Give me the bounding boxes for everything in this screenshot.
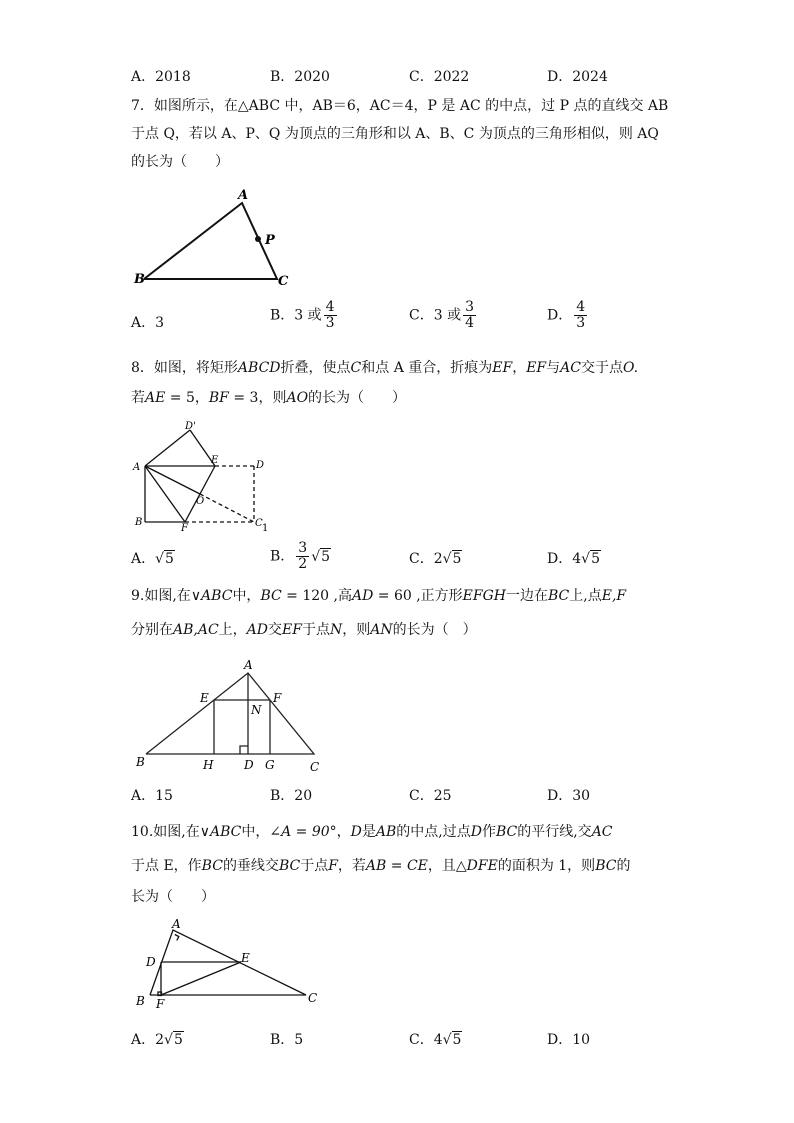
q9-var: AN xyxy=(370,622,393,638)
q8-text: = 3，则 xyxy=(228,390,287,406)
q8-label-d-prime: D' xyxy=(185,421,196,432)
q6-option-d: D．2024 xyxy=(547,69,608,85)
q9-var: AB,AC xyxy=(173,622,219,638)
q10-var: AB xyxy=(375,824,397,840)
q10-label-c: C xyxy=(308,991,318,1005)
q9-text: 交 xyxy=(268,622,283,638)
q7-option-c xyxy=(409,300,478,331)
q10-text: ，若 xyxy=(337,858,366,874)
q9-text: = 120 ,高 xyxy=(281,588,352,604)
q7-option-d-num: 4 xyxy=(576,299,586,315)
q7-option-b xyxy=(270,300,339,331)
q10-option-c-radicand: 5 xyxy=(452,1032,462,1048)
q7-stem-line2: 于点 Q，若以 A、P、Q 为顶点的三角形和以 A、B、C 为顶点的三角形相似，则 AQ xyxy=(131,126,659,142)
q8-text: 若 xyxy=(131,390,145,406)
q8-var: AO xyxy=(286,390,309,406)
q7-option-c-prefix: C．3 或 xyxy=(409,307,462,324)
q7-label-a: A xyxy=(238,188,249,203)
q10-var: ∠A = 90° xyxy=(269,824,337,840)
q8-text: = 5， xyxy=(165,390,209,406)
q10-text: 于点 xyxy=(300,858,329,874)
q10-var: AC xyxy=(591,824,613,840)
q6-option-c: C．2022 xyxy=(409,69,470,85)
q8-text: ， xyxy=(512,360,527,376)
q8-label-f: F xyxy=(181,523,188,533)
q9-label-b: B xyxy=(136,755,145,769)
q9-var: BC xyxy=(260,588,282,604)
q8-var: ABCD xyxy=(237,360,281,376)
q9-var: BC xyxy=(548,588,570,604)
q9-label-n: N xyxy=(251,703,262,717)
q8-rectangle-figure xyxy=(128,418,278,533)
q10-label-e: E xyxy=(241,951,250,965)
q8-stem-line2 xyxy=(131,384,406,412)
q9-text: 分别在 xyxy=(131,622,173,638)
q7-option-b-fraction xyxy=(324,300,337,331)
q10-option-a-prefix: A．2 xyxy=(131,1032,165,1048)
q8-option-b-radicand: 5 xyxy=(321,548,331,565)
q8-option-a-prefix: A． xyxy=(131,551,156,567)
q9-var: EF xyxy=(282,622,302,638)
q9-text: 中， xyxy=(232,588,261,604)
q9-option-a: A．15 xyxy=(131,788,173,804)
q7-option-d-den: 3 xyxy=(576,315,586,331)
q10-option-c-sqrt: √5 xyxy=(442,1032,462,1048)
q7-option-b-num: 4 xyxy=(325,299,335,315)
q8-label-one: 1 xyxy=(262,523,269,533)
q10-var: BC xyxy=(201,858,223,874)
q8-label-b: B xyxy=(135,517,143,528)
q10-var: AB = CE xyxy=(365,858,428,874)
q9-label-d: D xyxy=(244,758,254,772)
q7-option-c-fraction xyxy=(463,300,476,331)
q7-label-c: C xyxy=(278,274,289,289)
q10-text: ，且 xyxy=(427,858,456,874)
q10-label-d: D xyxy=(146,955,156,969)
q8-label-d: D xyxy=(256,460,265,471)
q8-text: 和点 A 重合，折痕为 xyxy=(361,360,493,376)
q8-var: O. xyxy=(622,360,639,376)
q7-label-b: B xyxy=(134,272,145,287)
q8-option-c-prefix: C．2 xyxy=(409,551,443,567)
q8-text: 8．如图，将矩形 xyxy=(131,360,238,376)
q9-option-b: B．20 xyxy=(270,788,313,804)
q9-option-c: C．25 xyxy=(409,788,452,804)
q7-option-a: A．3 xyxy=(131,315,165,331)
q10-label-a: A xyxy=(172,917,181,931)
q7-option-b-prefix: B．3 或 xyxy=(270,307,322,324)
q9-label-e: E xyxy=(200,691,209,705)
q10-var: BC xyxy=(278,858,301,874)
q8-text: 与 xyxy=(546,360,561,376)
q9-var: EFGH xyxy=(462,588,506,604)
q10-option-a-radicand: 5 xyxy=(173,1032,183,1048)
q10-text: ， xyxy=(336,824,351,840)
q9-stem-line1 xyxy=(131,582,626,610)
q10-var: ∨ABC xyxy=(199,824,242,840)
q9-text: 9.如图,在 xyxy=(131,588,191,604)
q8-text: 的长为（ ） xyxy=(308,390,407,406)
q8-label-c: C xyxy=(255,518,263,529)
q6-option-a: A．2018 xyxy=(131,69,191,85)
q9-label-f: F xyxy=(273,691,282,705)
q8-option-a-sqrt: √5 xyxy=(155,551,174,567)
q8-option-b-num: 3 xyxy=(298,540,308,556)
q9-label-g: G xyxy=(265,758,275,772)
q7-point-p xyxy=(255,236,261,242)
q9-text: 上， xyxy=(218,622,247,638)
q10-label-f: F xyxy=(156,997,165,1011)
q8-label-o: O xyxy=(196,496,205,507)
q9-var: AD xyxy=(351,588,374,604)
q8-text: 折叠，使点 xyxy=(280,360,351,376)
q8-var: AC xyxy=(560,360,581,376)
q10-text: 的垂线交 xyxy=(222,858,279,874)
q10-text: 的面积为 1，则 xyxy=(497,858,596,874)
q9-text: 于点 xyxy=(301,622,330,638)
q10-text: 的平行线,交 xyxy=(517,824,592,840)
q8-var: EF xyxy=(526,360,547,376)
q10-text: 是 xyxy=(361,824,376,840)
q7-option-d-prefix: D． xyxy=(547,307,573,324)
q8-option-b xyxy=(270,541,331,572)
q8-option-b-fraction xyxy=(296,541,309,572)
q10-var: D xyxy=(470,824,482,840)
q10-var: F xyxy=(328,858,338,874)
q7-option-d-fraction xyxy=(574,300,587,331)
q8-option-d-prefix: D．4 xyxy=(547,551,582,567)
q7-option-c-den: 4 xyxy=(465,315,474,331)
q9-label-h: H xyxy=(203,758,214,772)
q10-option-c xyxy=(409,1029,462,1049)
q10-option-a xyxy=(131,1029,184,1049)
q9-label-a: A xyxy=(244,658,253,672)
q10-text: 中， xyxy=(241,824,270,840)
q10-stem-line2 xyxy=(131,852,630,880)
q8-option-c xyxy=(409,548,462,568)
q10-option-a-sqrt: √5 xyxy=(164,1032,183,1048)
q10-triangle-figure xyxy=(130,915,330,1015)
q9-option-d: D．30 xyxy=(547,788,591,804)
q8-var: BF xyxy=(208,390,229,406)
q8-option-a xyxy=(131,548,175,568)
q8-option-b-sqrt: √5 xyxy=(311,548,331,565)
q8-text: 交于点 xyxy=(580,360,623,376)
q10-text: 的 xyxy=(616,858,631,874)
q8-option-c-radicand: 5 xyxy=(452,551,462,567)
q9-var: ∨ABC xyxy=(190,588,233,604)
q9-var: E,F xyxy=(601,588,627,604)
q10-option-d: D．10 xyxy=(547,1032,591,1048)
q8-var: EF xyxy=(492,360,513,376)
q10-var: D xyxy=(350,824,362,840)
q10-var: △DFE xyxy=(455,858,498,874)
q9-text: = 60 ,正方形 xyxy=(373,588,463,604)
q7-label-p: P xyxy=(265,233,275,248)
q8-stem-line1 xyxy=(131,354,638,382)
q10-label-b: B xyxy=(136,994,145,1008)
q9-label-c: C xyxy=(310,760,320,774)
q10-option-c-prefix: C．4 xyxy=(409,1032,443,1048)
q8-option-d-radicand: 5 xyxy=(591,551,600,567)
q9-stem-line2 xyxy=(131,616,477,644)
q7-stem-line3: 的长为（ ） xyxy=(131,154,229,170)
q8-var: C xyxy=(350,360,362,376)
q9-text: 上,点 xyxy=(569,588,602,604)
q10-option-b: B．5 xyxy=(270,1032,304,1048)
q7-option-b-den: 3 xyxy=(325,315,335,331)
q7-triangle-figure xyxy=(128,182,308,292)
q10-stem-line3: 长为（ ） xyxy=(131,889,215,905)
q8-label-a: A xyxy=(133,462,141,473)
q10-var: BC xyxy=(595,858,617,874)
q9-text: ，则 xyxy=(342,622,371,638)
q9-var: N xyxy=(329,622,343,638)
q7-option-d xyxy=(547,300,589,331)
q8-option-c-sqrt: √5 xyxy=(442,551,462,567)
q8-option-d-sqrt: √5 xyxy=(581,551,600,567)
q10-stem-line1 xyxy=(131,818,613,846)
q8-option-d xyxy=(547,548,601,568)
q8-var: AE xyxy=(145,390,166,406)
q8-option-a-radicand: 5 xyxy=(165,551,174,567)
q10-text: 的中点,过点 xyxy=(396,824,471,840)
q10-text: 作 xyxy=(481,824,496,840)
q10-var: BC xyxy=(495,824,518,840)
q10-text: 10.如图,在 xyxy=(131,824,200,840)
q7-stem-line1: 7．如图所示，在△ABC 中，AB＝6，AC＝4，P 是 AC 的中点，过 P 点的直线交 AB xyxy=(131,98,669,114)
q10-text: 于点 E，作 xyxy=(131,858,202,874)
q9-text: 的长为（ ） xyxy=(392,622,477,638)
q9-var: AD xyxy=(246,622,269,638)
q8-option-b-den: 2 xyxy=(298,556,308,572)
q6-option-b: B．2020 xyxy=(270,69,330,85)
q9-text: 一边在 xyxy=(506,588,548,604)
q8-option-b-prefix: B． xyxy=(270,548,295,565)
q7-option-c-num: 3 xyxy=(465,299,474,315)
q9-triangle-figure xyxy=(130,655,330,777)
q8-label-e: E xyxy=(211,455,219,466)
